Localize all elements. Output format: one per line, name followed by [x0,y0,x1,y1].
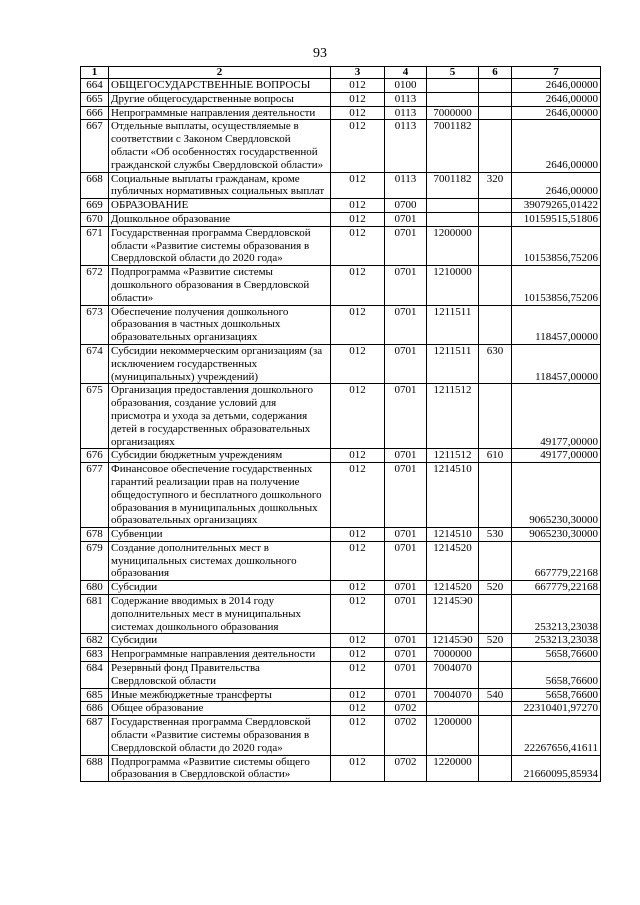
row-amount: 667779,22168 [512,541,601,580]
code-section: 0702 [385,702,427,716]
code-ministry: 012 [331,384,385,449]
code-expense-type [479,305,512,344]
code-target: 1211511 [427,344,479,383]
code-ministry: 012 [331,755,385,782]
table-row [81,581,601,595]
row-amount: 118457,00000 [512,344,601,383]
code-target: 12145Э0 [427,634,479,648]
row-amount: 118457,00000 [512,305,601,344]
code-section: 0701 [385,384,427,449]
row-number: 683 [81,648,109,662]
row-name: Подпрограмма «Развитие системы общего образования в Свердловской области» [109,755,331,782]
header-cell: 3 [331,67,385,79]
code-target [427,79,479,93]
code-expense-type [479,541,512,580]
code-target [427,199,479,213]
row-amount: 5658,76600 [512,688,601,702]
row-amount: 10153856,75206 [512,266,601,305]
code-target: 1200000 [427,226,479,265]
table-row [81,463,601,528]
code-ministry: 012 [331,449,385,463]
header-cell: 1 [81,67,109,79]
code-section: 0701 [385,266,427,305]
code-expense-type [479,648,512,662]
row-number: 677 [81,463,109,528]
code-section: 0701 [385,344,427,383]
row-number: 669 [81,199,109,213]
table-row [81,120,601,172]
page-number: 93 [313,46,327,61]
code-ministry: 012 [331,541,385,580]
table-row [81,595,601,634]
row-amount: 2646,00000 [512,92,601,106]
table-row [81,384,601,449]
header-row [81,67,601,79]
header-cell: 2 [109,67,331,79]
code-expense-type: 610 [479,449,512,463]
table-row [81,106,601,120]
code-expense-type [479,702,512,716]
code-expense-type: 530 [479,528,512,542]
row-amount: 10159515,51806 [512,212,601,226]
row-name: Содержание вводимых в 2014 году дополнительных мест в муниципальных системах дошкольного образования [109,595,331,634]
code-section: 0701 [385,662,427,689]
code-expense-type [479,595,512,634]
code-ministry: 012 [331,92,385,106]
code-section: 0702 [385,755,427,782]
table-row [81,702,601,716]
code-ministry: 012 [331,79,385,93]
row-number: 675 [81,384,109,449]
row-amount: 2646,00000 [512,79,601,93]
row-amount: 9065230,30000 [512,528,601,542]
code-target [427,702,479,716]
code-target: 1211511 [427,305,479,344]
row-name: Общее образование [109,702,331,716]
code-ministry: 012 [331,120,385,172]
table-row [81,716,601,755]
code-ministry: 012 [331,634,385,648]
row-amount: 22267656,41611 [512,716,601,755]
code-target: 12145Э0 [427,595,479,634]
code-ministry: 012 [331,463,385,528]
row-number: 681 [81,595,109,634]
row-number: 686 [81,702,109,716]
code-section: 0701 [385,634,427,648]
row-name: Организация предоставления дошкольного образования, создание условий для присмотра и ухода за детьми, содержания детей в государственных образовательных организациях [109,384,331,449]
row-number: 671 [81,226,109,265]
header-cell: 5 [427,67,479,79]
row-number: 673 [81,305,109,344]
code-expense-type [479,92,512,106]
row-number: 668 [81,172,109,199]
row-number: 678 [81,528,109,542]
row-name: Субсидии [109,634,331,648]
code-target: 7004070 [427,662,479,689]
code-section: 0113 [385,172,427,199]
row-number: 674 [81,344,109,383]
row-name: ОБЩЕГОСУДАРСТВЕННЫЕ ВОПРОСЫ [109,79,331,93]
row-name: Субвенции [109,528,331,542]
row-number: 667 [81,120,109,172]
header-cell: 4 [385,67,427,79]
row-name: Государственная программа Свердловской области «Развитие системы образования в Свердловской области до 2020 года» [109,716,331,755]
code-section: 0701 [385,226,427,265]
code-expense-type [479,79,512,93]
table-row [81,266,601,305]
code-section: 0702 [385,716,427,755]
code-section: 0701 [385,212,427,226]
code-ministry: 012 [331,716,385,755]
code-ministry: 012 [331,581,385,595]
table-row [81,648,601,662]
code-ministry: 012 [331,106,385,120]
code-target: 7004070 [427,688,479,702]
code-target: 1200000 [427,716,479,755]
code-section: 0701 [385,595,427,634]
row-number: 670 [81,212,109,226]
code-target: 1210000 [427,266,479,305]
code-target [427,92,479,106]
row-name: Дошкольное образование [109,212,331,226]
row-number: 687 [81,716,109,755]
table-row [81,212,601,226]
row-name: Субсидии некоммерческим организациям (за исключением государственных (муниципальных) учреждений) [109,344,331,383]
code-section: 0113 [385,106,427,120]
row-amount: 39079265,01422 [512,199,601,213]
row-number: 688 [81,755,109,782]
code-target: 1220000 [427,755,479,782]
table-row [81,79,601,93]
table-row [81,528,601,542]
code-section: 0113 [385,120,427,172]
code-expense-type [479,755,512,782]
row-amount: 5658,76600 [512,662,601,689]
row-number: 679 [81,541,109,580]
row-amount: 21660095,85934 [512,755,601,782]
row-amount: 49177,00000 [512,384,601,449]
code-target: 7001182 [427,172,479,199]
row-number: 664 [81,79,109,93]
row-amount: 5658,76600 [512,648,601,662]
code-ministry: 012 [331,212,385,226]
row-name: Другие общегосударственные вопросы [109,92,331,106]
code-expense-type: 540 [479,688,512,702]
row-amount: 253213,23038 [512,634,601,648]
code-target: 1214520 [427,541,479,580]
table-row [81,344,601,383]
code-expense-type [479,662,512,689]
table-row [81,305,601,344]
code-expense-type: 520 [479,581,512,595]
code-target: 1214520 [427,581,479,595]
code-target: 7001182 [427,120,479,172]
table-row [81,634,601,648]
table-row [81,541,601,580]
row-amount: 667779,22168 [512,581,601,595]
code-section: 0701 [385,648,427,662]
row-name: Подпрограмма «Развитие системы дошкольного образования в Свердловской области» [109,266,331,305]
code-ministry: 012 [331,305,385,344]
row-number: 676 [81,449,109,463]
row-name: Финансовое обеспечение государственных гарантий реализации прав на получение общедоступного и бесплатного дошкольного образования в муниципальных дошкольных образовательных организациях [109,463,331,528]
code-expense-type: 630 [479,344,512,383]
row-amount: 253213,23038 [512,595,601,634]
row-name: Резервный фонд Правительства Свердловской области [109,662,331,689]
budget-table [80,66,601,782]
code-expense-type [479,463,512,528]
code-target: 7000000 [427,648,479,662]
code-expense-type [479,266,512,305]
code-expense-type [479,120,512,172]
row-name: Субсидии бюджетным учреждениям [109,449,331,463]
row-number: 672 [81,266,109,305]
code-expense-type [479,226,512,265]
code-ministry: 012 [331,648,385,662]
row-number: 666 [81,106,109,120]
row-name: Государственная программа Свердловской области «Развитие системы образования в Свердловской области до 2020 года» [109,226,331,265]
code-ministry: 012 [331,528,385,542]
table-row [81,92,601,106]
table-body [81,79,601,782]
row-name: Непрограммные направления деятельности [109,106,331,120]
code-ministry: 012 [331,702,385,716]
code-ministry: 012 [331,172,385,199]
code-section: 0701 [385,305,427,344]
code-section: 0701 [385,528,427,542]
code-expense-type [479,384,512,449]
row-amount: 9065230,30000 [512,463,601,528]
row-name: Непрограммные направления деятельности [109,648,331,662]
row-name: Субсидии [109,581,331,595]
code-target: 1214510 [427,528,479,542]
row-number: 665 [81,92,109,106]
row-amount: 2646,00000 [512,120,601,172]
code-section: 0701 [385,581,427,595]
row-name: Отдельные выплаты, осуществляемые в соответствии с Законом Свердловской области «Об особенностях государственной гражданской службы Свердловской области» [109,120,331,172]
code-ministry: 012 [331,226,385,265]
table-row [81,199,601,213]
code-ministry: 012 [331,688,385,702]
code-expense-type: 320 [479,172,512,199]
code-section: 0701 [385,449,427,463]
row-name: Обеспечение получения дошкольного образования в частных дошкольных образовательных организациях [109,305,331,344]
table-row [81,449,601,463]
code-target: 7000000 [427,106,479,120]
code-section: 0701 [385,541,427,580]
code-expense-type [479,199,512,213]
code-section: 0701 [385,463,427,528]
table-row [81,662,601,689]
code-expense-type [479,212,512,226]
code-section: 0700 [385,199,427,213]
code-expense-type [479,106,512,120]
code-ministry: 012 [331,662,385,689]
header-cell: 7 [512,67,601,79]
row-number: 682 [81,634,109,648]
row-amount: 2646,00000 [512,172,601,199]
row-name: Создание дополнительных мест в муниципальных системах дошкольного образования [109,541,331,580]
code-section: 0701 [385,688,427,702]
table-row [81,172,601,199]
code-section: 0113 [385,92,427,106]
code-expense-type [479,716,512,755]
code-ministry: 012 [331,595,385,634]
table-row [81,688,601,702]
code-target: 1211512 [427,449,479,463]
row-name: Социальные выплаты гражданам, кроме публичных нормативных социальных выплат [109,172,331,199]
table-row [81,226,601,265]
header-cell: 6 [479,67,512,79]
code-target: 1214510 [427,463,479,528]
code-expense-type: 520 [479,634,512,648]
row-number: 680 [81,581,109,595]
table-row [81,755,601,782]
row-number: 685 [81,688,109,702]
row-amount: 49177,00000 [512,449,601,463]
row-name: Иные межбюджетные трансферты [109,688,331,702]
code-ministry: 012 [331,266,385,305]
row-amount: 22310401,97270 [512,702,601,716]
code-ministry: 012 [331,344,385,383]
row-amount: 10153856,75206 [512,226,601,265]
row-name: ОБРАЗОВАНИЕ [109,199,331,213]
code-target: 1211512 [427,384,479,449]
code-target [427,212,479,226]
code-section: 0100 [385,79,427,93]
row-amount: 2646,00000 [512,106,601,120]
row-number: 684 [81,662,109,689]
code-ministry: 012 [331,199,385,213]
